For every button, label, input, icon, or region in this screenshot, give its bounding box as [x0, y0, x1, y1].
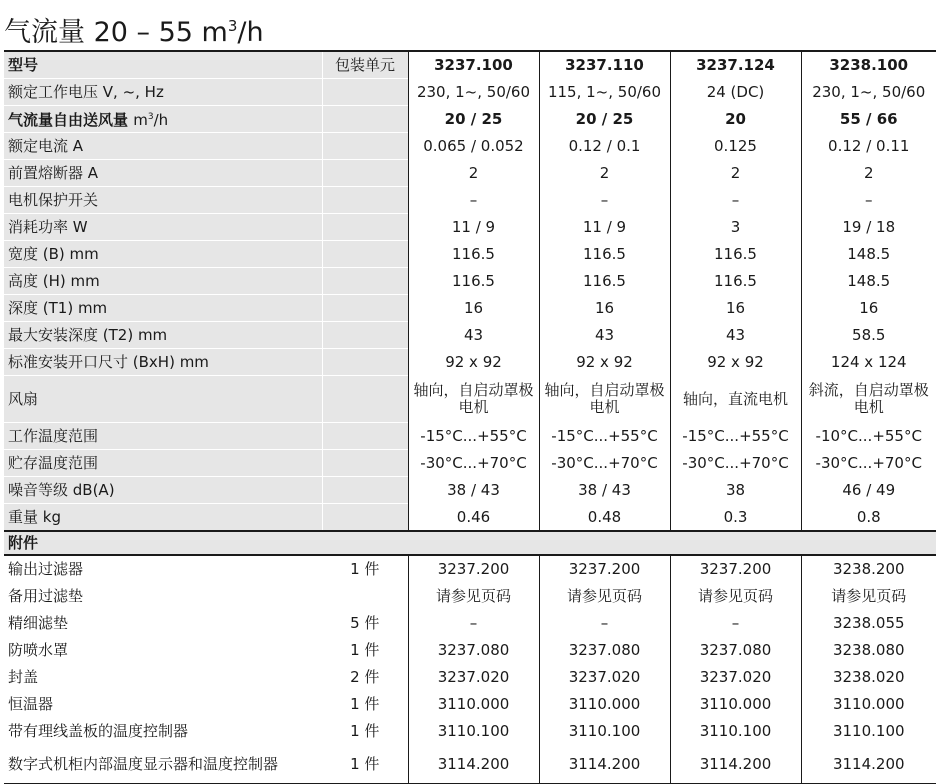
accessory-value: 3114.200: [408, 745, 539, 784]
spec-value: 24 (DC): [670, 79, 801, 106]
accessory-value: 3237.020: [539, 664, 670, 691]
spec-value: 16: [539, 295, 670, 322]
spec-label: 工作温度范围: [4, 423, 322, 450]
spec-row: [4, 187, 936, 214]
accessory-value: 请参见页码: [408, 583, 539, 610]
accessory-value: 3114.200: [670, 745, 801, 784]
accessory-value: 请参见页码: [801, 583, 936, 610]
accessory-value: 3110.000: [801, 691, 936, 718]
accessory-label: 输出过滤器: [4, 555, 322, 583]
accessory-value: 3114.200: [801, 745, 936, 784]
accessory-unit: 1 件: [322, 555, 408, 583]
accessory-label: 精细滤垫: [4, 610, 322, 637]
spec-row: [4, 160, 936, 187]
accessory-value: 3110.100: [408, 718, 539, 745]
accessory-value: 请参见页码: [539, 583, 670, 610]
spec-value: 38: [670, 477, 801, 504]
spec-value: –: [801, 187, 936, 214]
spec-value: 55 / 66: [801, 106, 936, 133]
accessory-row: [4, 555, 936, 583]
accessory-row: [4, 691, 936, 718]
spec-label: 宽度 (B) mm: [4, 241, 322, 268]
spec-value: 115, 1~, 50/60: [539, 79, 670, 106]
spec-label: 额定工作电压 V, ~, Hz: [4, 79, 322, 106]
accessory-label: 防喷水罩: [4, 637, 322, 664]
accessory-row: [4, 583, 936, 610]
spec-value: -30°C...+70°C: [801, 450, 936, 477]
spec-value: 3: [670, 214, 801, 241]
accessory-label: 数字式机柜内部温度显示器和温度控制器: [4, 745, 322, 784]
accessory-value: 3237.200: [670, 555, 801, 583]
accessory-value: 3110.000: [670, 691, 801, 718]
spec-value: 116.5: [670, 241, 801, 268]
accessory-value: –: [539, 610, 670, 637]
accessory-unit: [322, 583, 408, 610]
spec-value: 2: [670, 160, 801, 187]
spec-value: 20 / 25: [539, 106, 670, 133]
accessory-label: 备用过滤垫: [4, 583, 322, 610]
accessories-header: [4, 531, 936, 555]
spec-value: 0.3: [670, 504, 801, 532]
spec-value: –: [408, 187, 539, 214]
spec-row: [4, 133, 936, 160]
spec-value: -10°C...+55°C: [801, 423, 936, 450]
spec-row: [4, 106, 936, 133]
model-number: 3237.100: [408, 51, 539, 79]
accessory-label: 恒温器: [4, 691, 322, 718]
spec-value: 20: [670, 106, 801, 133]
accessory-unit: 2 件: [322, 664, 408, 691]
spec-label: 深度 (T1) mm: [4, 295, 322, 322]
spec-row: [4, 450, 936, 477]
accessory-value: 3237.200: [408, 555, 539, 583]
spec-value: -15°C...+55°C: [408, 423, 539, 450]
spec-value: -30°C...+70°C: [539, 450, 670, 477]
accessory-row: [4, 745, 936, 784]
spec-label: 消耗功率 W: [4, 214, 322, 241]
spec-value: 148.5: [801, 268, 936, 295]
accessory-value: –: [670, 610, 801, 637]
spec-value: 11 / 9: [539, 214, 670, 241]
accessory-value: –: [408, 610, 539, 637]
spec-row: [4, 477, 936, 504]
spec-value: 轴向，自启动罩极电机: [539, 376, 670, 423]
spec-value: 0.12 / 0.11: [801, 133, 936, 160]
spec-value: 轴向，直流电机: [670, 376, 801, 423]
spec-row: [4, 349, 936, 376]
spec-value: –: [670, 187, 801, 214]
accessory-value: 3237.020: [408, 664, 539, 691]
accessory-value: 3238.020: [801, 664, 936, 691]
spec-value: 92 x 92: [670, 349, 801, 376]
spec-value: 116.5: [539, 268, 670, 295]
spec-value: 116.5: [670, 268, 801, 295]
spec-value: 2: [539, 160, 670, 187]
spec-label: 前置熔断器 A: [4, 160, 322, 187]
accessory-unit: 1 件: [322, 718, 408, 745]
accessory-value: 3237.200: [539, 555, 670, 583]
accessory-row: [4, 664, 936, 691]
accessory-unit: 1 件: [322, 745, 408, 784]
accessory-row: [4, 610, 936, 637]
spec-value: 116.5: [408, 268, 539, 295]
accessory-value: 3110.100: [801, 718, 936, 745]
spec-value: 58.5: [801, 322, 936, 349]
spec-label: 电机保护开关: [4, 187, 322, 214]
accessory-label: 带有理线盖板的温度控制器: [4, 718, 322, 745]
spec-value: 16: [670, 295, 801, 322]
spec-value: 0.48: [539, 504, 670, 532]
accessory-unit: 1 件: [322, 691, 408, 718]
header-unit: 包装单元: [322, 51, 408, 79]
spec-row: [4, 241, 936, 268]
accessory-value: 请参见页码: [670, 583, 801, 610]
spec-value: 16: [801, 295, 936, 322]
spec-value: 230, 1~, 50/60: [801, 79, 936, 106]
spec-value: 116.5: [539, 241, 670, 268]
spec-row: [4, 268, 936, 295]
spec-row: [4, 423, 936, 450]
spec-value: 轴向，自启动罩极电机: [408, 376, 539, 423]
accessory-unit: 1 件: [322, 637, 408, 664]
spec-label: 贮存温度范围: [4, 450, 322, 477]
spec-value: 20 / 25: [408, 106, 539, 133]
spec-value: 19 / 18: [801, 214, 936, 241]
accessory-unit: 5 件: [322, 610, 408, 637]
model-number: 3237.124: [670, 51, 801, 79]
accessory-value: 3114.200: [539, 745, 670, 784]
spec-value: 38 / 43: [408, 477, 539, 504]
spec-label: 风扇: [4, 376, 322, 423]
spec-row: [4, 322, 936, 349]
spec-value: 2: [801, 160, 936, 187]
spec-row: [4, 214, 936, 241]
spec-table: [4, 50, 936, 784]
accessory-value: 3110.000: [408, 691, 539, 718]
spec-row: [4, 504, 936, 532]
spec-value: 0.125: [670, 133, 801, 160]
spec-value: 148.5: [801, 241, 936, 268]
spec-value: 16: [408, 295, 539, 322]
spec-value: 116.5: [408, 241, 539, 268]
spec-label: 额定电流 A: [4, 133, 322, 160]
accessory-label: 封盖: [4, 664, 322, 691]
accessory-value: 3238.200: [801, 555, 936, 583]
model-number: 3238.100: [801, 51, 936, 79]
spec-label: 高度 (H) mm: [4, 268, 322, 295]
spec-label: 重量 kg: [4, 504, 322, 532]
spec-label: 气流量自由送风量 $m^3/h$: [4, 106, 322, 133]
accessory-value: 3237.080: [670, 637, 801, 664]
spec-value: 230, 1~, 50/60: [408, 79, 539, 106]
spec-value: -15°C...+55°C: [670, 423, 801, 450]
spec-value: 斜流，自启动罩极电机: [801, 376, 936, 423]
spec-value: 46 / 49: [801, 477, 936, 504]
spec-value: –: [539, 187, 670, 214]
spec-value: 43: [408, 322, 539, 349]
spec-value: 0.8: [801, 504, 936, 532]
accessory-value: 3110.100: [670, 718, 801, 745]
accessory-value: 3237.020: [670, 664, 801, 691]
accessory-value: 3238.080: [801, 637, 936, 664]
spec-value: 11 / 9: [408, 214, 539, 241]
accessory-value: 3110.100: [539, 718, 670, 745]
spec-label: 最大安装深度 (T2) mm: [4, 322, 322, 349]
header-label: 型号: [4, 51, 322, 79]
accessory-value: 3237.080: [539, 637, 670, 664]
spec-value: -30°C...+70°C: [408, 450, 539, 477]
spec-value: -30°C...+70°C: [670, 450, 801, 477]
spec-row: [4, 376, 936, 423]
accessory-value: 3110.000: [539, 691, 670, 718]
spec-row: [4, 79, 936, 106]
spec-label: 噪音等级 dB(A): [4, 477, 322, 504]
page-title: 气流量 20 – 55 $m^3/h$: [4, 17, 264, 48]
spec-value: 92 x 92: [539, 349, 670, 376]
accessory-value: 3237.080: [408, 637, 539, 664]
model-number: 3237.110: [539, 51, 670, 79]
spec-value: 92 x 92: [408, 349, 539, 376]
accessories-title: 附件: [4, 531, 936, 555]
accessory-row: [4, 718, 936, 745]
spec-value: 124 x 124: [801, 349, 936, 376]
spec-value: 43: [670, 322, 801, 349]
spec-value: 0.12 / 0.1: [539, 133, 670, 160]
spec-value: -15°C...+55°C: [539, 423, 670, 450]
header-row: [4, 51, 936, 79]
spec-value: 0.46: [408, 504, 539, 532]
accessory-row: [4, 637, 936, 664]
spec-value: 0.065 / 0.052: [408, 133, 539, 160]
spec-value: 38 / 43: [539, 477, 670, 504]
spec-row: [4, 295, 936, 322]
spec-value: 43: [539, 322, 670, 349]
accessory-value: 3238.055: [801, 610, 936, 637]
spec-label: 标准安装开口尺寸 (BxH) mm: [4, 349, 322, 376]
spec-value: 2: [408, 160, 539, 187]
